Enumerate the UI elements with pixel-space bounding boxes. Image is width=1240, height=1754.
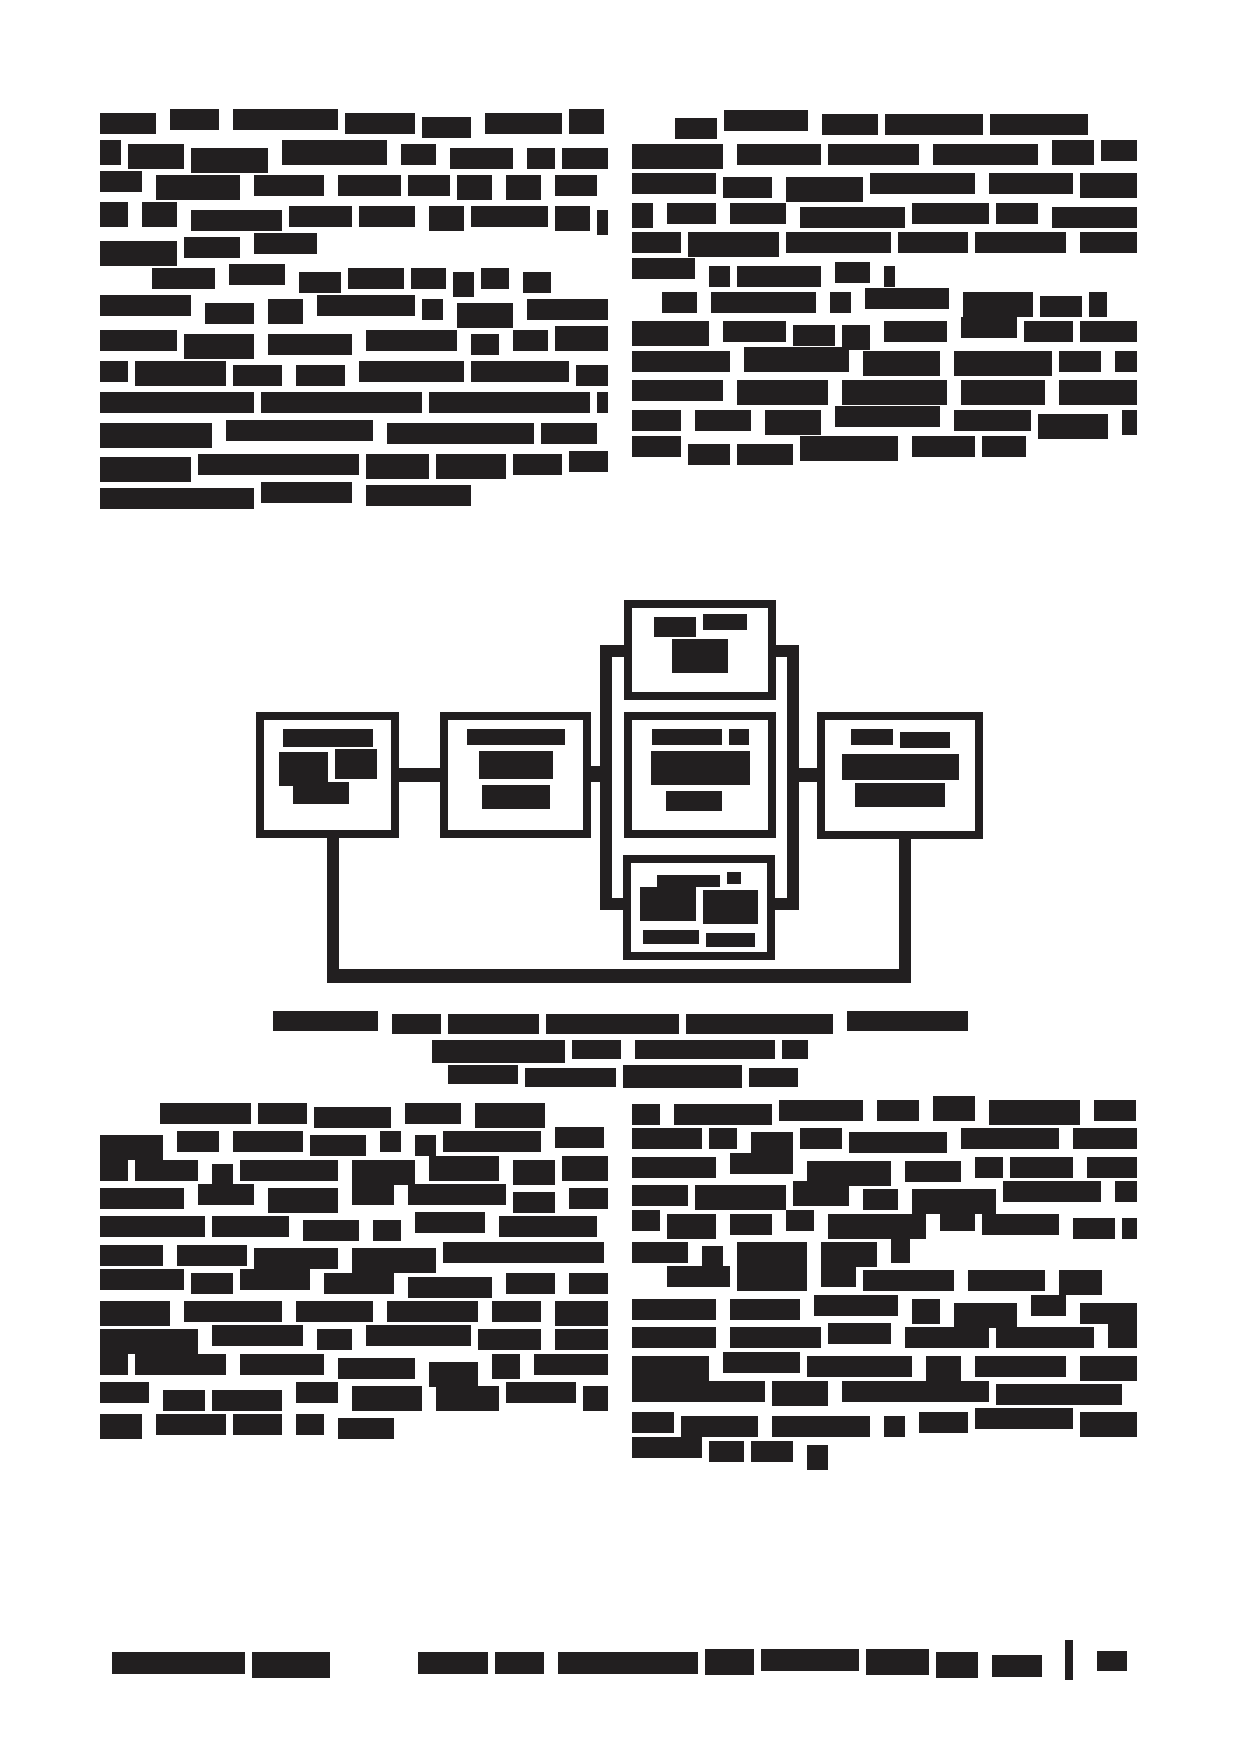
diagram-box-center: [624, 712, 776, 838]
redacted-text-line: [100, 1329, 608, 1350]
figure-caption-line: [273, 1014, 968, 1034]
redacted-text-line: [632, 1299, 1137, 1320]
diagram-box-text: [479, 751, 553, 779]
diagram-box-text: [657, 872, 741, 884]
redacted-text-line: [100, 1358, 608, 1379]
footer-separator: [1065, 1640, 1073, 1680]
diagram-box-left: [256, 712, 399, 838]
redacted-text-line: [632, 1356, 1137, 1377]
diagram-box-text: [855, 783, 945, 807]
redacted-text-line: [632, 203, 1137, 224]
diagram-box-text: [672, 639, 728, 673]
diagram-box-text: [467, 729, 565, 745]
redacted-text-line: [100, 144, 608, 165]
redacted-text-line: [632, 1128, 1137, 1149]
feedback-line: [899, 839, 911, 983]
diagram-box-text: [851, 729, 950, 745]
connector-line: [799, 768, 817, 782]
redacted-text-line: [675, 114, 1097, 135]
redacted-text-line: [100, 1386, 608, 1407]
redacted-text-line: [632, 440, 1026, 461]
redacted-text-line: [632, 321, 1137, 342]
redacted-text-line: [100, 392, 608, 413]
feedback-line: [327, 969, 911, 983]
diagram-box-text: [654, 617, 747, 633]
redacted-text-line: [632, 1185, 1137, 1206]
redacted-text-line: [632, 1441, 834, 1462]
diagram-box-right: [817, 712, 983, 839]
redacted-text-line: [632, 1214, 1137, 1235]
diagram-box-text: [652, 729, 749, 745]
footer-title-text: [418, 1652, 1042, 1674]
redacted-text-line: [100, 423, 608, 444]
diagram-box-center-bottom: [623, 855, 775, 960]
redacted-text-line: [632, 144, 1137, 165]
redacted-text-line: [632, 1384, 1137, 1405]
redacted-text-line: [632, 1157, 1137, 1178]
page-number: [1097, 1648, 1127, 1668]
diagram-box-text: [640, 890, 758, 924]
diagram-box-text: [666, 791, 734, 811]
redacted-text-line: [632, 1412, 1137, 1433]
redacted-text-line: [160, 1103, 547, 1124]
redacted-text-line: [100, 454, 608, 475]
redacted-text-line: [662, 292, 1107, 313]
diagram-box-text: [279, 749, 377, 779]
redacted-text-line: [100, 1160, 608, 1181]
redacted-text-line: [667, 1270, 1102, 1291]
feedback-line: [327, 838, 339, 983]
redacted-text-line: [100, 330, 608, 351]
redacted-text-line: [100, 1273, 608, 1294]
footer-left-text: [112, 1652, 330, 1674]
redacted-text-line: [632, 380, 1137, 401]
redacted-text-line: [100, 1301, 608, 1322]
connector-line: [399, 768, 440, 782]
redacted-text-line: [632, 1100, 1137, 1121]
diagram-box-text: [482, 785, 550, 809]
redacted-text-line: [100, 299, 608, 320]
figure-caption-line: [448, 1065, 800, 1084]
diagram-box-text: [293, 785, 362, 807]
redacted-text-line: [100, 1188, 608, 1209]
diagram-box-second: [440, 712, 591, 838]
redacted-text-line: [100, 175, 608, 196]
redacted-text-line: [632, 1327, 1137, 1348]
redacted-text-line: [100, 485, 471, 506]
diagram-box-text: [283, 729, 373, 743]
redacted-text-line: [632, 351, 1137, 372]
redacted-text-line: [632, 232, 1137, 253]
redacted-text-line: [100, 206, 608, 227]
redacted-text-line: [632, 173, 1137, 194]
diagram-box-text: [643, 930, 755, 940]
diagram-box-text: [651, 751, 750, 785]
figure-caption-line: [432, 1040, 808, 1059]
redacted-text-line: [100, 1414, 405, 1435]
redacted-text-line: [100, 361, 608, 382]
redacted-text-line: [100, 237, 324, 258]
redacted-text-line: [632, 262, 895, 283]
redacted-text-line: [100, 1245, 608, 1266]
redacted-text-line: [100, 1216, 608, 1237]
redacted-text-line: [152, 268, 557, 289]
diagram-box-center-top: [624, 600, 776, 700]
redacted-text-line: [100, 113, 608, 134]
redacted-text-line: [100, 1131, 608, 1152]
diagram-box-text: [842, 751, 959, 777]
redacted-text-line: [632, 410, 1137, 431]
redacted-text-line: [632, 1242, 910, 1263]
